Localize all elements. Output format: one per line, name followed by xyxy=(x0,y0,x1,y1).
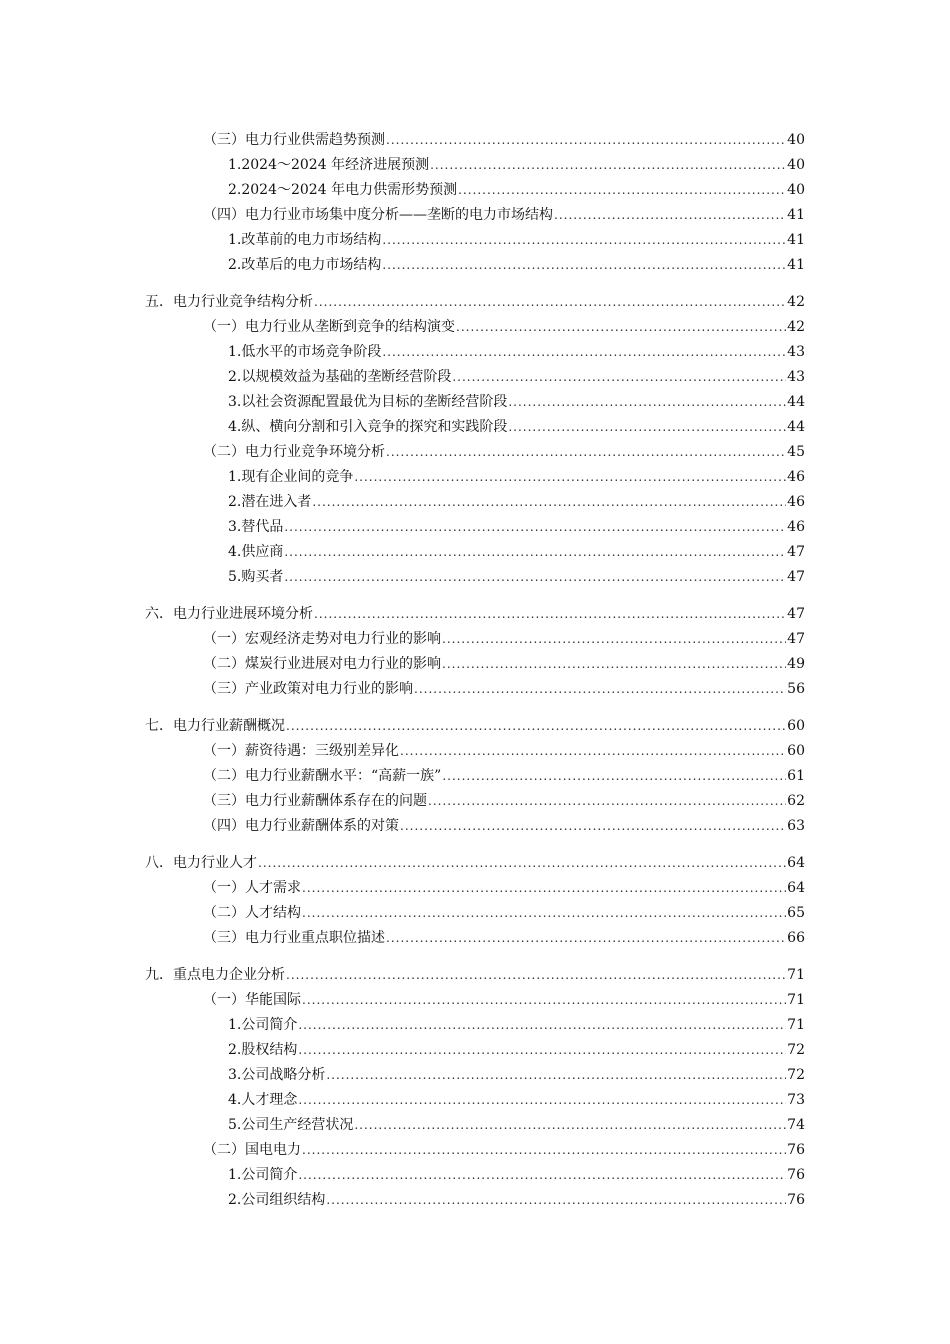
toc-entry-title: 1.2024～2024 年经济进展预测 xyxy=(228,157,430,173)
toc-entry-title: 3.公司战略分析 xyxy=(228,1067,326,1083)
dot-leader xyxy=(458,181,786,199)
dot-leader xyxy=(382,231,786,249)
toc-page-number: 41 xyxy=(787,207,805,223)
toc-page-number: 60 xyxy=(787,718,805,734)
toc-entry-title: 六．电力行业进展环境分析 xyxy=(145,606,313,622)
toc-entry[interactable] xyxy=(0,311,950,336)
toc-entry-title: 2.改革后的电力市场结构 xyxy=(228,257,382,273)
toc-entry[interactable] xyxy=(0,673,950,698)
dot-leader xyxy=(430,156,786,174)
toc-entry-title: （三）产业政策对电力行业的影响 xyxy=(203,681,413,697)
toc-entry-title: 3.替代品 xyxy=(228,519,284,535)
toc-entry[interactable] xyxy=(0,1034,950,1059)
toc-entry-title: （三）电力行业供需趋势预测 xyxy=(203,132,385,148)
toc-page-number: 66 xyxy=(787,930,805,946)
toc-entry-title: （一）电力行业从垄断到竞争的结构演变 xyxy=(203,319,455,335)
dot-leader xyxy=(386,443,786,461)
toc-page-number: 72 xyxy=(787,1067,805,1083)
toc-entry-title: 4.供应商 xyxy=(228,544,284,560)
toc-entry[interactable] xyxy=(0,1009,950,1034)
toc-page-number: 46 xyxy=(787,469,805,485)
dot-leader xyxy=(284,568,786,586)
toc-entry-title: 4.人才理念 xyxy=(228,1092,298,1108)
dot-leader xyxy=(298,1166,786,1184)
toc-page-number: 42 xyxy=(787,294,805,310)
toc-page-number: 41 xyxy=(787,232,805,248)
toc-entry-title: 2.公司组织结构 xyxy=(228,1192,326,1208)
dot-leader xyxy=(386,929,786,947)
toc-page-number: 40 xyxy=(787,157,805,173)
toc-entry-title: （二）电力行业薪酬水平：“高薪一族” xyxy=(203,768,442,784)
toc-entry-title: 1.公司简介 xyxy=(228,1167,298,1183)
toc-entry[interactable] xyxy=(0,648,950,673)
toc-page-number: 56 xyxy=(787,681,805,697)
toc-entry[interactable] xyxy=(0,249,950,274)
toc-entry[interactable] xyxy=(0,1059,950,1084)
dot-leader xyxy=(298,1016,786,1034)
toc-page-number: 46 xyxy=(787,519,805,535)
table-of-contents xyxy=(0,124,950,1209)
toc-page-number: 44 xyxy=(787,419,805,435)
dot-leader xyxy=(400,742,786,760)
toc-page-number: 43 xyxy=(787,344,805,360)
toc-page-number: 47 xyxy=(787,569,805,585)
dot-leader xyxy=(386,131,786,149)
toc-entry-title: 5.公司生产经营状况 xyxy=(228,1117,354,1133)
dot-leader xyxy=(298,1091,786,1109)
toc-page-number: 47 xyxy=(787,606,805,622)
dot-leader xyxy=(442,767,786,785)
toc-page-number: 74 xyxy=(787,1117,805,1133)
toc-page-number: 76 xyxy=(787,1142,805,1158)
toc-entry-title: 2.2024～2024 年电力供需形势预测 xyxy=(228,182,458,198)
dot-leader xyxy=(312,493,786,511)
toc-entry-title: （一）人才需求 xyxy=(203,880,301,896)
toc-page-number: 47 xyxy=(787,631,805,647)
dot-leader xyxy=(414,680,786,698)
toc-page-number: 60 xyxy=(787,743,805,759)
dot-leader xyxy=(302,1141,786,1159)
dot-leader xyxy=(508,418,786,436)
toc-entry-title: 2.股权结构 xyxy=(228,1042,298,1058)
dot-leader xyxy=(326,1066,786,1084)
toc-entry[interactable] xyxy=(0,486,950,511)
toc-page-number: 71 xyxy=(787,967,805,983)
dot-leader xyxy=(400,817,786,835)
toc-entry-title: （二）煤炭行业进展对电力行业的影响 xyxy=(203,656,441,672)
toc-entry[interactable] xyxy=(0,286,950,311)
toc-entry[interactable] xyxy=(0,1184,950,1209)
toc-entry[interactable] xyxy=(0,785,950,810)
dot-leader xyxy=(314,605,786,623)
toc-entry-title: 五．电力行业竞争结构分析 xyxy=(145,294,313,310)
toc-page-number: 72 xyxy=(787,1042,805,1058)
toc-entry-title: 九．重点电力企业分析 xyxy=(145,967,285,983)
dot-leader xyxy=(456,318,786,336)
toc-entry-title: 3.以社会资源配置最优为目标的垄断经营阶段 xyxy=(228,394,508,410)
toc-entry-title: （四）电力行业薪酬体系的对策 xyxy=(203,818,399,834)
toc-entry[interactable] xyxy=(0,1159,950,1184)
toc-entry[interactable] xyxy=(0,511,950,536)
toc-entry-title: （三）电力行业薪酬体系存在的问题 xyxy=(203,793,427,809)
dot-leader xyxy=(302,879,786,897)
toc-entry[interactable] xyxy=(0,623,950,648)
toc-entry[interactable] xyxy=(0,174,950,199)
toc-entry-title: 4.纵、横向分割和引入竞争的探究和实践阶段 xyxy=(228,419,508,435)
toc-entry-title: 5.购买者 xyxy=(228,569,284,585)
toc-entry-title: （二）电力行业竞争环境分析 xyxy=(203,444,385,460)
toc-page-number: 46 xyxy=(787,494,805,510)
toc-entry[interactable] xyxy=(0,922,950,947)
toc-page-number: 64 xyxy=(787,855,805,871)
dot-leader xyxy=(442,655,786,673)
dot-leader xyxy=(302,991,786,1009)
toc-entry-title: 1.现有企业间的竞争 xyxy=(228,469,354,485)
toc-page-number: 40 xyxy=(787,182,805,198)
toc-page-number: 63 xyxy=(787,818,805,834)
toc-page-number: 62 xyxy=(787,793,805,809)
toc-entry[interactable] xyxy=(0,536,950,561)
dot-leader xyxy=(354,468,786,486)
toc-page-number: 47 xyxy=(787,544,805,560)
toc-entry[interactable] xyxy=(0,959,950,984)
toc-entry[interactable] xyxy=(0,710,950,735)
toc-entry-title: （一）宏观经济走势对电力行业的影响 xyxy=(203,631,441,647)
toc-entry[interactable] xyxy=(0,598,950,623)
dot-leader xyxy=(286,717,786,735)
dot-leader xyxy=(382,256,786,274)
toc-page-number: 44 xyxy=(787,394,805,410)
toc-entry-title: 1.低水平的市场竞争阶段 xyxy=(228,344,382,360)
toc-entry-title: 2.以规模效益为基础的垄断经营阶段 xyxy=(228,369,452,385)
dot-leader xyxy=(314,293,786,311)
dot-leader xyxy=(302,904,786,922)
dot-leader xyxy=(284,543,786,561)
toc-entry[interactable] xyxy=(0,224,950,249)
toc-entry[interactable] xyxy=(0,436,950,461)
dot-leader xyxy=(382,343,786,361)
toc-entry-title: （四）电力行业市场集中度分析——垄断的电力市场结构 xyxy=(203,207,553,223)
toc-entry[interactable] xyxy=(0,336,950,361)
toc-page-number: 76 xyxy=(787,1192,805,1208)
toc-page-number: 49 xyxy=(787,656,805,672)
toc-entry[interactable] xyxy=(0,199,950,224)
toc-entry[interactable] xyxy=(0,124,950,149)
toc-page-number: 45 xyxy=(787,444,805,460)
toc-entry-title: （二）人才结构 xyxy=(203,905,301,921)
dot-leader xyxy=(452,368,786,386)
dot-leader xyxy=(286,966,786,984)
toc-page-number: 61 xyxy=(787,768,805,784)
toc-page-number: 71 xyxy=(787,992,805,1008)
toc-page-number: 43 xyxy=(787,369,805,385)
toc-entry[interactable] xyxy=(0,1134,950,1159)
toc-page-number: 73 xyxy=(787,1092,805,1108)
toc-entry[interactable] xyxy=(0,984,950,1009)
toc-entry-title: 1.改革前的电力市场结构 xyxy=(228,232,382,248)
toc-entry[interactable] xyxy=(0,561,950,586)
toc-page-number: 71 xyxy=(787,1017,805,1033)
dot-leader xyxy=(284,518,786,536)
dot-leader xyxy=(508,393,786,411)
dot-leader xyxy=(428,792,786,810)
toc-entry[interactable] xyxy=(0,1109,950,1134)
toc-entry[interactable] xyxy=(0,872,950,897)
toc-page-number: 65 xyxy=(787,905,805,921)
toc-entry-title: （一）薪资待遇：三级别差异化 xyxy=(203,743,399,759)
dot-leader xyxy=(298,1041,786,1059)
dot-leader xyxy=(442,630,786,648)
toc-entry-title: 2.潜在进入者 xyxy=(228,494,312,510)
toc-entry[interactable] xyxy=(0,810,950,835)
dot-leader xyxy=(554,206,786,224)
toc-entry-title: 1.公司简介 xyxy=(228,1017,298,1033)
toc-entry[interactable] xyxy=(0,735,950,760)
toc-page-number: 64 xyxy=(787,880,805,896)
toc-entry-title: （二）国电电力 xyxy=(203,1142,301,1158)
toc-entry[interactable] xyxy=(0,1084,950,1109)
toc-entry[interactable] xyxy=(0,411,950,436)
toc-entry[interactable] xyxy=(0,386,950,411)
dot-leader xyxy=(326,1191,786,1209)
toc-entry[interactable] xyxy=(0,461,950,486)
toc-entry-title: 七．电力行业薪酬概况 xyxy=(145,718,285,734)
toc-page-number: 40 xyxy=(787,132,805,148)
toc-entry-title: 八．电力行业人才 xyxy=(145,855,257,871)
toc-entry-title: （三）电力行业重点职位描述 xyxy=(203,930,385,946)
toc-entry-title: （一）华能国际 xyxy=(203,992,301,1008)
toc-page-number: 42 xyxy=(787,319,805,335)
toc-entry[interactable] xyxy=(0,847,950,872)
dot-leader xyxy=(258,854,786,872)
toc-entry[interactable] xyxy=(0,149,950,174)
dot-leader xyxy=(354,1116,786,1134)
toc-page-number: 76 xyxy=(787,1167,805,1183)
toc-entry[interactable] xyxy=(0,897,950,922)
toc-entry[interactable] xyxy=(0,760,950,785)
toc-entry[interactable] xyxy=(0,361,950,386)
toc-page-number: 41 xyxy=(787,257,805,273)
